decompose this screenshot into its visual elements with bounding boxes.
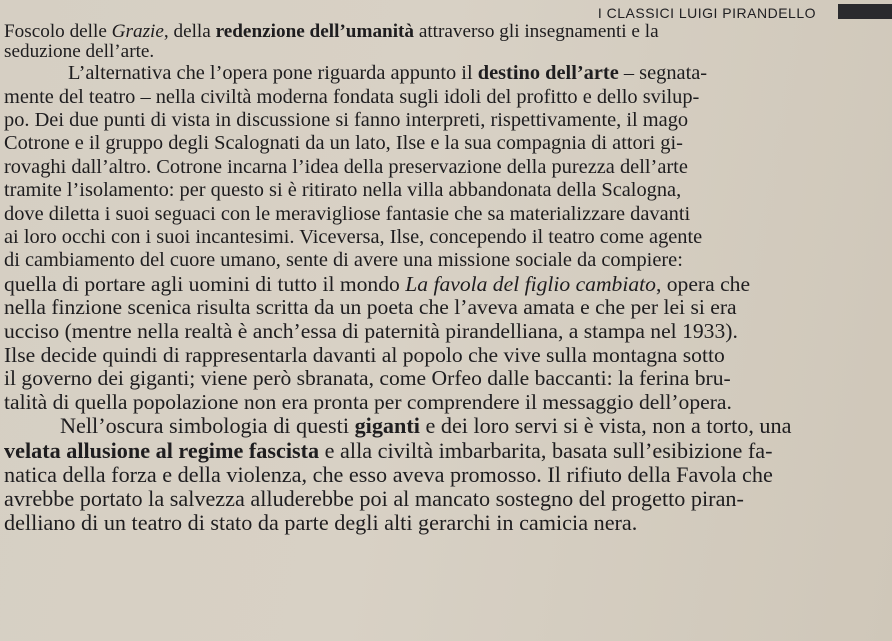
text-line <box>4 249 884 272</box>
text-run: di cambiamento del cuore umano, sente di avere una missione sociale da compiere: <box>4 249 683 272</box>
text-line <box>4 62 884 85</box>
text-run: avrebbe portato la salvezza alluderebbe poi al mancato sostegno del progetto piran- <box>4 486 744 512</box>
text-line <box>4 22 884 42</box>
text-run: , della <box>163 21 216 42</box>
text-run: ai loro occhi con i suoi incantesimi. Viceversa, Ilse, concependo il teatro come agente <box>4 226 703 249</box>
text-run: e dei loro servi si è vista, non a torto, una <box>419 413 792 439</box>
text-run: talità di quella popolazione non era pronta per comprendere il messaggio dell’opera. <box>4 389 732 414</box>
text-line <box>4 344 884 368</box>
text-line <box>4 296 884 320</box>
body-text <box>4 22 884 535</box>
text-run: rovaghi dall’altro. Cotrone incarna l’idea della preservazione della purezza dell’arte <box>4 155 688 178</box>
text-run: tramite l’isolamento: per questo si è ritirato nella villa abbandonata della Scalogna, <box>4 179 682 202</box>
text-run: Cotrone e il gruppo degli Scalognati da un lato, Ilse e la sua compagnia di attori gi- <box>4 132 683 155</box>
text-run: Nell’oscura simbologia di questi <box>60 413 355 439</box>
paragraph-ilse <box>4 273 884 415</box>
bold-run: destino dell’arte <box>477 62 619 85</box>
text-run: Ilse decide quindi di rappresentarla davanti al popolo che vive sulla montagna sotto <box>4 342 725 367</box>
text-line <box>4 391 884 415</box>
text-run: – segnata- <box>618 62 708 85</box>
text-run: po. Dei due punti di vista in discussione si fanno interpreti, rispettivamente, il mago <box>4 109 689 131</box>
text-run: ucciso (mentre nella realtà è anch’essa di paternità pirandelliana, a stampa nel 1933). <box>4 319 738 344</box>
text-run: dove diletta i suoi seguaci con le meravigliose fantasie che sa materializzare davanti <box>4 202 691 225</box>
paragraph-giganti <box>4 414 884 535</box>
text-line <box>4 487 884 511</box>
text-run: delliano di un teatro di stato da parte degli alti gerarchi in camicia nera. <box>4 510 638 536</box>
text-line <box>4 414 884 438</box>
text-line <box>4 42 884 62</box>
paragraph-intro <box>4 22 884 61</box>
italic-run: Grazie <box>111 21 164 42</box>
text-line <box>4 109 884 132</box>
text-run: mente del teatro – nella civiltà moderna fondata sugli idoli del profitto e dello svilup- <box>4 85 700 108</box>
text-line <box>4 156 884 179</box>
text-line <box>4 273 884 297</box>
text-line <box>4 367 884 391</box>
text-line <box>4 320 884 344</box>
paragraph-alternativa <box>4 62 884 273</box>
text-line <box>4 203 884 226</box>
header-color-tab <box>838 4 892 19</box>
italic-run: La favola del figlio cambiato <box>405 271 656 296</box>
text-run: seduzione dell’arte. <box>4 40 155 62</box>
text-run: natica della forza e della violenza, che esso aveva promosso. Il rifiuto della Favola che <box>4 461 773 487</box>
text-run: quella di portare agli uomini di tutto il mondo <box>4 271 406 296</box>
text-line <box>4 226 884 249</box>
text-run: , opera che <box>655 271 751 296</box>
text-run: e alla civiltà imbarbarita, basata sull’esibizione fa- <box>319 437 773 463</box>
text-line <box>4 439 884 463</box>
text-line <box>4 511 884 535</box>
text-run: nella finzione scenica risulta scritta da un poeta che l’aveva amata e che per lei si era <box>4 295 737 320</box>
text-line <box>4 463 884 487</box>
bold-run: redenzione dell’umanità <box>215 21 415 42</box>
running-header <box>470 4 892 22</box>
text-line <box>4 86 884 109</box>
text-run: il governo dei giganti; viene però sbranata, come Orfeo dalle baccanti: la ferina bru- <box>4 366 731 391</box>
text-run: attraverso gli insegnamenti e la <box>414 21 659 42</box>
series-title: I CLASSICI LUIGI PIRANDELLO <box>597 5 816 21</box>
text-line <box>4 179 884 202</box>
text-line <box>4 132 884 155</box>
text-run: L’alternativa che l’opera pone riguarda appunto il <box>68 62 478 85</box>
bold-run: giganti <box>354 413 420 439</box>
bold-run: velata allusione al regime fascista <box>4 437 320 463</box>
text-run: Foscolo delle <box>4 21 112 42</box>
